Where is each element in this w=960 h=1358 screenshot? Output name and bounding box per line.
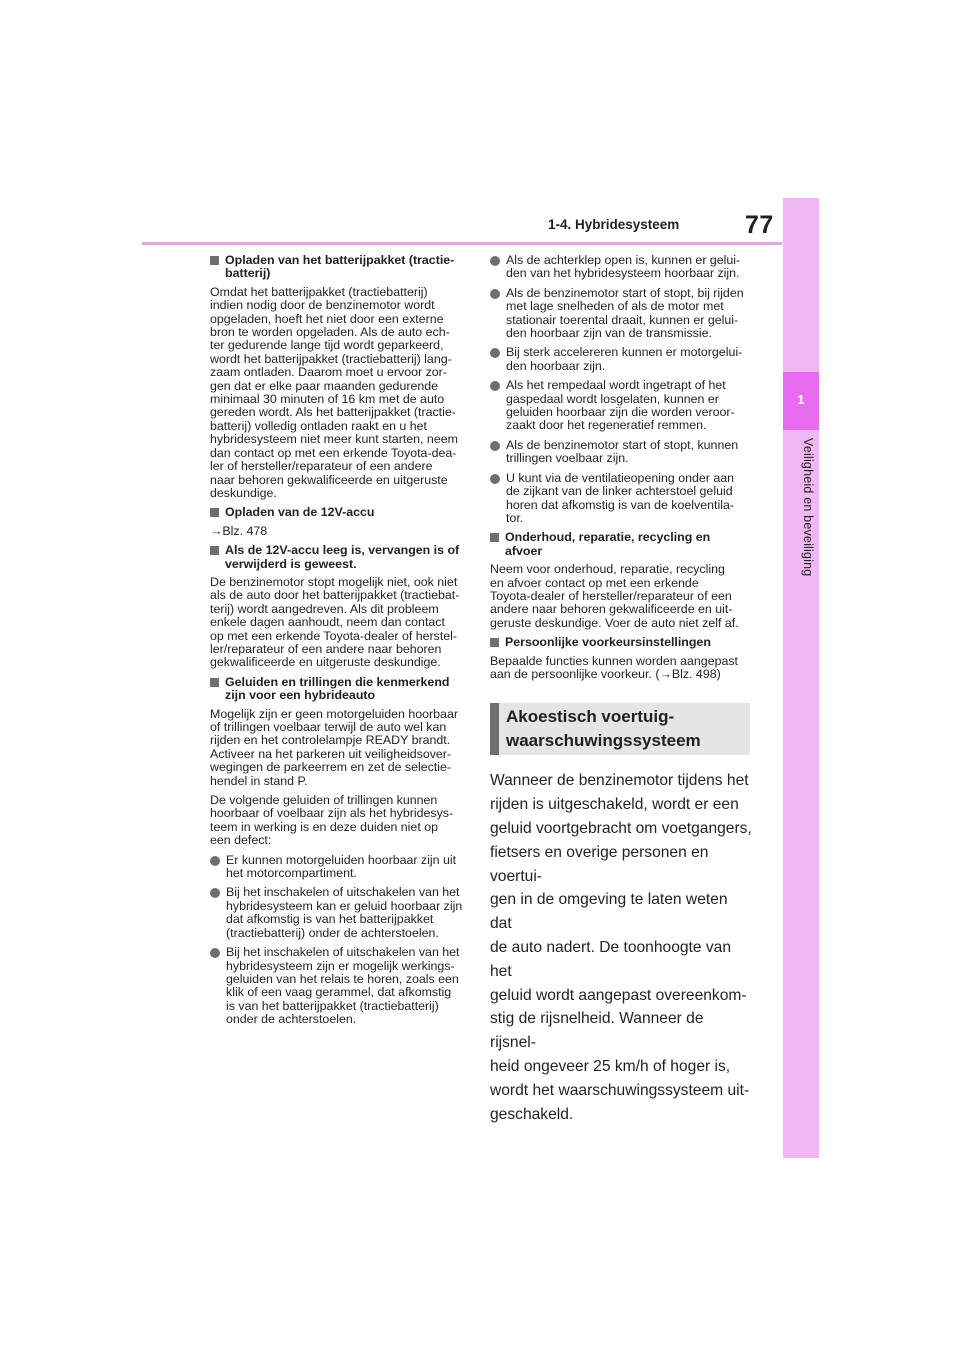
text-line: (tractiebatterij) onder de achterstoelen. <box>226 925 439 940</box>
text-line: Neem voor onderhoud, reparatie, recycling <box>490 562 725 577</box>
bullet-item <box>210 946 475 1026</box>
text-line: is van het batterijpakket (tractiebatterij) <box>226 998 439 1013</box>
round-bullet-icon <box>490 289 500 299</box>
text-line: andere naar behoren gekwalificeerde en uit- <box>490 602 733 617</box>
bullet-item <box>210 854 475 881</box>
text-line: geruste deskundige. Voer de auto niet zelf af. <box>490 615 739 630</box>
text-line: of trillingen voelbaar terwijl de auto wel kan <box>210 720 447 734</box>
paragraph <box>210 576 475 670</box>
round-bullet-icon <box>210 948 220 958</box>
text-line: Als de achterklep open is, kunnen er gelui- <box>506 253 741 267</box>
square-bullet-icon <box>490 533 499 542</box>
text-line: de zijkant van de linker achterstoel geluid <box>506 484 733 499</box>
text-line: gereden wordt. Als het batterijpakket (tractie- <box>210 405 456 420</box>
text-line: dat afkomstig is van het batterijpakket <box>226 912 434 927</box>
text-line: ler of hersteller/reparateur of een andere <box>210 459 433 474</box>
bullet-list <box>210 854 475 1027</box>
chapter-number: 1 <box>797 392 805 407</box>
square-bullet-icon <box>490 638 499 647</box>
bullet-item <box>490 254 752 281</box>
page-number: 77 <box>745 211 774 239</box>
paragraph <box>210 286 475 501</box>
heading-12v-accu-leeg: Als de 12V-accu leeg is, vervangen is of verwijderd is geweest. <box>210 544 475 571</box>
paragraph <box>210 794 475 848</box>
text-line: Toyota-dealer of hersteller/reparateur of een <box>490 588 732 603</box>
text-line: aan de persoonlijke voorkeur. (→Blz. 498) <box>490 666 721 681</box>
text-line: zaam ontladen. Daarom moet u ervoor zor- <box>210 365 447 380</box>
text-line: geluid wordt aangepast overeenkom- <box>490 986 747 1004</box>
text-line: dan contact op met een erkende Toyota-dea- <box>210 445 457 460</box>
page-reference-link[interactable]: →Blz. 478 <box>210 523 268 538</box>
text-line: onder de achterstoelen. <box>226 1012 357 1027</box>
section-accent-bar <box>490 703 499 755</box>
bullet-list <box>490 254 752 525</box>
text-line: gen in de omgeving te laten weten dat <box>490 891 728 933</box>
text-line: Als de benzinemotor start of stopt, bij rijden <box>506 285 744 300</box>
text-line: en afvoer contact op met een erkende <box>490 575 699 590</box>
text-line: een defect: <box>210 833 272 848</box>
text-line: hybridesysteem niet meer kunt starten, neem <box>210 432 458 447</box>
chapter-side-tab <box>783 198 819 1158</box>
bullet-item <box>490 379 752 433</box>
text-line: enkele dagen aanhoudt, neem dan contact <box>210 615 445 630</box>
text-line: klik of een vaag gerammel, dat afkomstig <box>226 985 452 1000</box>
text-line: De benzinemotor stopt mogelijk niet, ook niet <box>210 574 458 589</box>
text-line: Als de benzinemotor start of stopt, kunnen <box>506 437 739 452</box>
text-line: geluid voortgebracht om voetgangers, <box>490 819 752 837</box>
text-line: den van het hybridesysteem hoorbaar zijn. <box>506 266 740 281</box>
text-line: gaspedaal wordt losgelaten, kunnen er <box>506 391 719 406</box>
text-line: gekwalificeerde en uitgeruste deskundige. <box>210 655 441 670</box>
text-line: den hoorbaar zijn. <box>506 358 606 373</box>
chapter-title: Veiligheid en beveiliging <box>801 438 815 577</box>
text-line: opgeladen, hoeft het niet door een externe <box>210 311 444 326</box>
text-line: wordt het waarschuwingssysteem uit- <box>490 1081 750 1099</box>
text-line: hoorbaar of voelbaar zijn als het hybridesys- <box>210 806 454 821</box>
heading-opladen-batterijpakket: Opladen van het batterijpakket (tractie- batterij) <box>210 254 475 281</box>
text-line: rijden en het controlelampje READY brandt. <box>210 733 451 748</box>
text-line: naar behoren gekwalificeerde en uitgeruste <box>210 472 448 487</box>
left-column <box>210 254 475 1033</box>
round-bullet-icon <box>490 441 500 451</box>
section-paragraph <box>490 769 752 1126</box>
text-line: Er kunnen motorgeluiden hoorbaar zijn uit <box>226 852 457 867</box>
round-bullet-icon <box>490 474 500 484</box>
text-line: Bepaalde functies kunnen worden aangepast <box>490 653 739 668</box>
section-heading: Akoestisch voertuig- waarschuwingssysteem <box>506 707 701 751</box>
bullet-item <box>490 287 752 341</box>
text-line: ler/reparateur of een andere naar behoren <box>210 641 442 656</box>
round-bullet-icon <box>490 348 500 358</box>
text-line: rijden is uitgeschakeld, wordt er een <box>490 796 739 814</box>
text-line: Wanneer de benzinemotor tijdens het <box>490 772 749 790</box>
bullet-item <box>490 346 752 373</box>
square-bullet-icon <box>210 508 219 517</box>
text-line: deskundige. <box>210 485 277 500</box>
text-line: op met een erkende Toyota-dealer of herstel- <box>210 628 458 643</box>
header-divider <box>142 242 782 245</box>
text-line: bron te worden opgeladen. Als de auto ech- <box>210 325 450 340</box>
square-bullet-icon <box>210 678 219 687</box>
text-line: Als het rempedaal wordt ingetrapt of het <box>506 378 726 393</box>
text-line: fietsers en overige personen en voertui- <box>490 843 709 885</box>
text-line: Omdat het batterijpakket (tractiebatterij) <box>210 284 428 299</box>
text-line: tor. <box>506 510 524 525</box>
right-column <box>490 254 752 1132</box>
text-line: hybridesysteem zijn er mogelijk werkings- <box>226 958 455 973</box>
text-line: teem in werking is en deze duiden niet op <box>210 819 438 834</box>
text-line: Bij sterk accelereren kunnen er motorgelui- <box>506 345 743 360</box>
text-line: geluiden van het relais te horen, zoals een <box>226 971 459 986</box>
heading-onderhoud-reparatie: Onderhoud, reparatie, recycling en afvoer <box>490 531 752 558</box>
text-line: geluiden hoorbaar zijn die worden veroor- <box>506 405 735 420</box>
text-line: Bij het inschakelen of uitschakelen van het <box>226 945 460 960</box>
text-line: als de auto door het batterijpakket (tractiebat- <box>210 588 460 603</box>
text-line: wordt het batterijpakket (tractiebatterij) lang- <box>210 351 452 366</box>
bullet-item <box>490 472 752 526</box>
text-line: zaakt door het regeneratief remmen. <box>506 418 707 433</box>
text-line: batterij) volledig ontladen raakt en u het <box>210 418 427 433</box>
text-line: indien nodig door de benzinemotor wordt <box>210 298 435 313</box>
text-line: Mogelijk zijn er geen motorgeluiden hoorbaar <box>210 706 458 721</box>
text-line: geschakeld. <box>490 1105 574 1123</box>
bullet-item <box>210 886 475 940</box>
text-line: den hoorbaar zijn van de transmissie. <box>506 326 712 341</box>
text-line: trillingen voelbaar zijn. <box>506 451 629 466</box>
text-line: Bij het inschakelen of uitschakelen van het <box>226 885 460 900</box>
text-line: terij) wordt aangedreven. Als dit probleem <box>210 601 439 616</box>
text-line: minimaal 30 minuten of 16 km met de auto <box>210 392 445 407</box>
round-bullet-icon <box>490 381 500 391</box>
paragraph <box>210 708 475 788</box>
text-line: de auto nadert. De toonhoogte van het <box>490 938 732 980</box>
text-line: het motorcompartiment. <box>226 866 357 881</box>
text-line: stig de rijsnelheid. Wanneer de rijsnel- <box>490 1010 704 1052</box>
text-line: Activeer na het parkeren uit veiligheidsover- <box>210 746 452 761</box>
heading-opladen-12v-accu: Opladen van de 12V-accu <box>210 506 475 519</box>
paragraph <box>490 655 752 682</box>
square-bullet-icon <box>210 256 219 265</box>
section-title: 1-4. Hybridesysteem <box>548 217 680 232</box>
text-line: gen dat er elke paar maanden gedurende <box>210 378 439 393</box>
heading-persoonlijke-voorkeursinstellingen: Persoonlijke voorkeursinstellingen <box>490 636 752 649</box>
text-line: heid ongeveer 25 km/h of hoger is, <box>490 1057 731 1075</box>
text-line: ter gedurende lange tijd wordt geparkeerd, <box>210 338 444 353</box>
text-line: stationair toerental draait, kunnen er gelui- <box>506 312 739 327</box>
square-bullet-icon <box>210 546 219 555</box>
text-line: horen dat afkomstig is van de koelventila- <box>506 497 734 512</box>
section-heading-box <box>490 703 750 755</box>
round-bullet-icon <box>210 888 220 898</box>
text-line: U kunt via de ventilatieopening onder aan <box>506 470 735 485</box>
text-line: hybridesysteem kan er geluid hoorbaar zijn <box>226 898 463 913</box>
text-line: De volgende geluiden of trillingen kunnen <box>210 793 438 808</box>
bullet-item <box>490 439 752 466</box>
round-bullet-icon <box>210 856 220 866</box>
text-line: hendel in stand P. <box>210 773 308 788</box>
heading-geluiden-trillingen: Geluiden en trillingen die kenmerkend zijn voor een hybrideauto <box>210 676 475 703</box>
text-line: wegingen de parkeerrem en zet de selectie- <box>210 760 452 775</box>
round-bullet-icon <box>490 256 500 266</box>
paragraph <box>490 563 752 630</box>
text-line: met lage snelheden of als de motor met <box>506 299 724 314</box>
